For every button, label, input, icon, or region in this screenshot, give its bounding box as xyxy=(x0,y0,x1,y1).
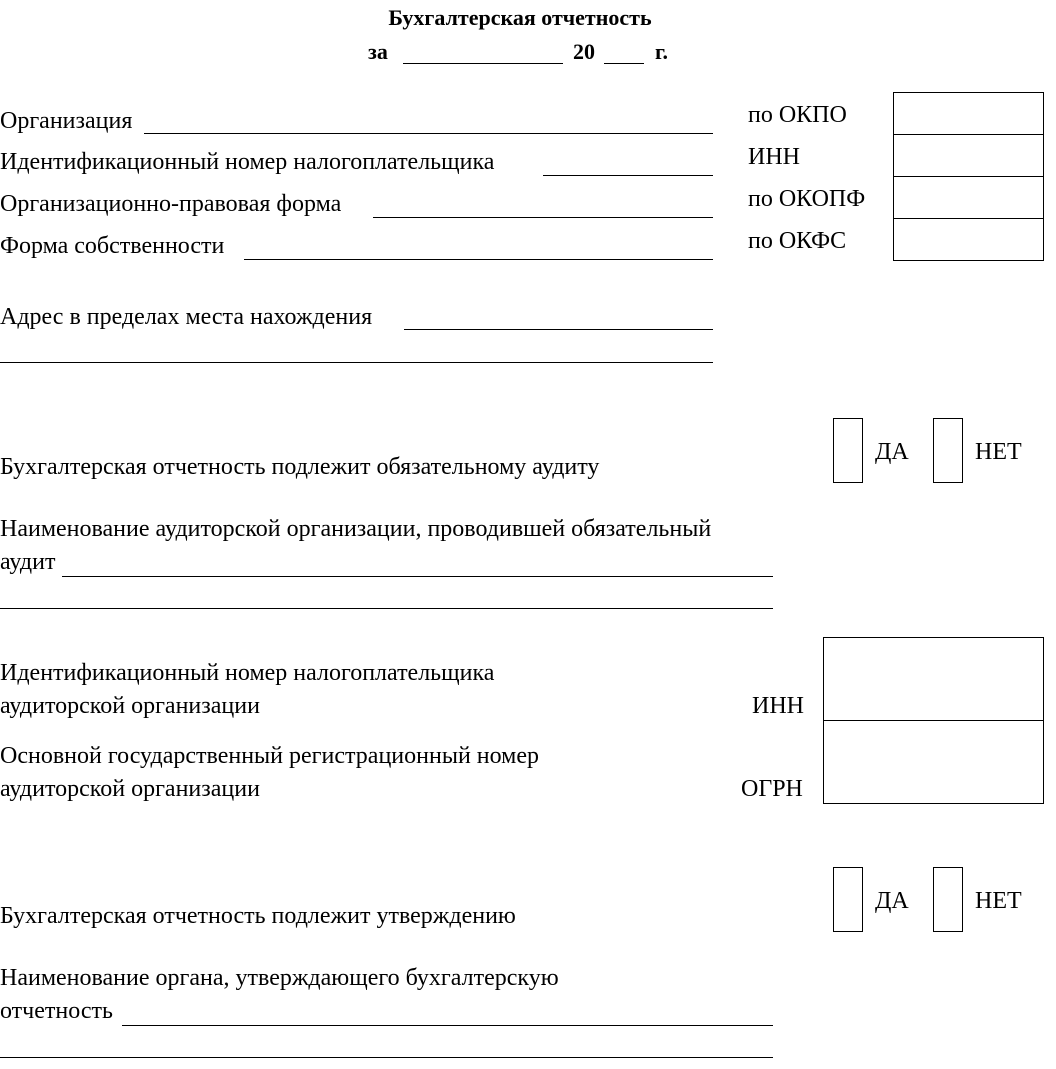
inn-box[interactable] xyxy=(893,134,1044,177)
okopf-label: по ОКОПФ xyxy=(748,186,866,212)
audit-required-label: Бухгалтерская отчетность подлежит обязательному аудиту xyxy=(0,454,600,480)
auditor-name-label-line2: аудит xyxy=(0,549,56,575)
address-field-line1[interactable] xyxy=(404,329,713,330)
auditor-name-label-line1: Наименование аудиторской организации, проводившей обязательный xyxy=(0,516,712,542)
auditor-inn-box[interactable] xyxy=(823,637,1044,722)
inn-field[interactable] xyxy=(543,175,713,176)
auditor-ogrn-label-line1: Основной государственный регистрационный номер xyxy=(0,743,540,769)
approval-no-checkbox[interactable] xyxy=(933,867,963,932)
approving-body-field-line1[interactable] xyxy=(122,1025,773,1026)
period-label: за xyxy=(368,39,388,64)
organization-field[interactable] xyxy=(144,133,713,134)
approving-body-field-line2[interactable] xyxy=(0,1057,773,1058)
inn-label: Идентификационный номер налогоплательщика xyxy=(0,149,495,175)
auditor-inn-label-line1: Идентификационный номер налогоплательщика xyxy=(0,660,495,686)
ownership-field[interactable] xyxy=(244,259,713,260)
approval-yes-label: ДА xyxy=(875,888,909,914)
audit-no-label: НЕТ xyxy=(975,439,1022,465)
auditor-inn-label-line2: аудиторской организации xyxy=(0,693,260,719)
approval-no-label: НЕТ xyxy=(975,888,1022,914)
okpo-label: по ОКПО xyxy=(748,102,847,128)
auditor-ogrn-box[interactable] xyxy=(823,720,1044,804)
ownership-label: Форма собственности xyxy=(0,233,225,259)
approving-body-label-line1: Наименование органа, утверждающего бухгалтерскую xyxy=(0,965,559,991)
period-month-line[interactable] xyxy=(403,63,563,64)
inn-code-label: ИНН xyxy=(748,144,800,170)
address-field-line2[interactable] xyxy=(0,362,713,363)
audit-no-checkbox[interactable] xyxy=(933,418,963,483)
legal-form-field[interactable] xyxy=(373,217,713,218)
okfs-label: по ОКФС xyxy=(748,228,847,254)
page-title: Бухгалтерская отчетность xyxy=(388,5,652,30)
approval-required-label: Бухгалтерская отчетность подлежит утверждению xyxy=(0,903,516,929)
auditor-name-field-line2[interactable] xyxy=(0,608,773,609)
auditor-inn-code-label: ИНН xyxy=(752,693,804,719)
auditor-name-field-line1[interactable] xyxy=(62,576,773,577)
audit-yes-checkbox[interactable] xyxy=(833,418,863,483)
year-suffix: г. xyxy=(655,39,669,64)
approval-yes-checkbox[interactable] xyxy=(833,867,863,932)
address-label: Адрес в пределах места нахождения xyxy=(0,304,373,330)
auditor-ogrn-label-line2: аудиторской организации xyxy=(0,776,260,802)
approving-body-label-line2: отчетность xyxy=(0,998,113,1024)
legal-form-label: Организационно-правовая форма xyxy=(0,191,342,217)
okpo-box[interactable] xyxy=(893,92,1044,135)
audit-yes-label: ДА xyxy=(875,439,909,465)
auditor-ogrn-code-label: ОГРН xyxy=(741,776,803,802)
okopf-box[interactable] xyxy=(893,176,1044,219)
year-prefix: 20 xyxy=(573,39,595,64)
okfs-box[interactable] xyxy=(893,218,1044,261)
period-year-line[interactable] xyxy=(604,63,644,64)
organization-label: Организация xyxy=(0,108,133,134)
